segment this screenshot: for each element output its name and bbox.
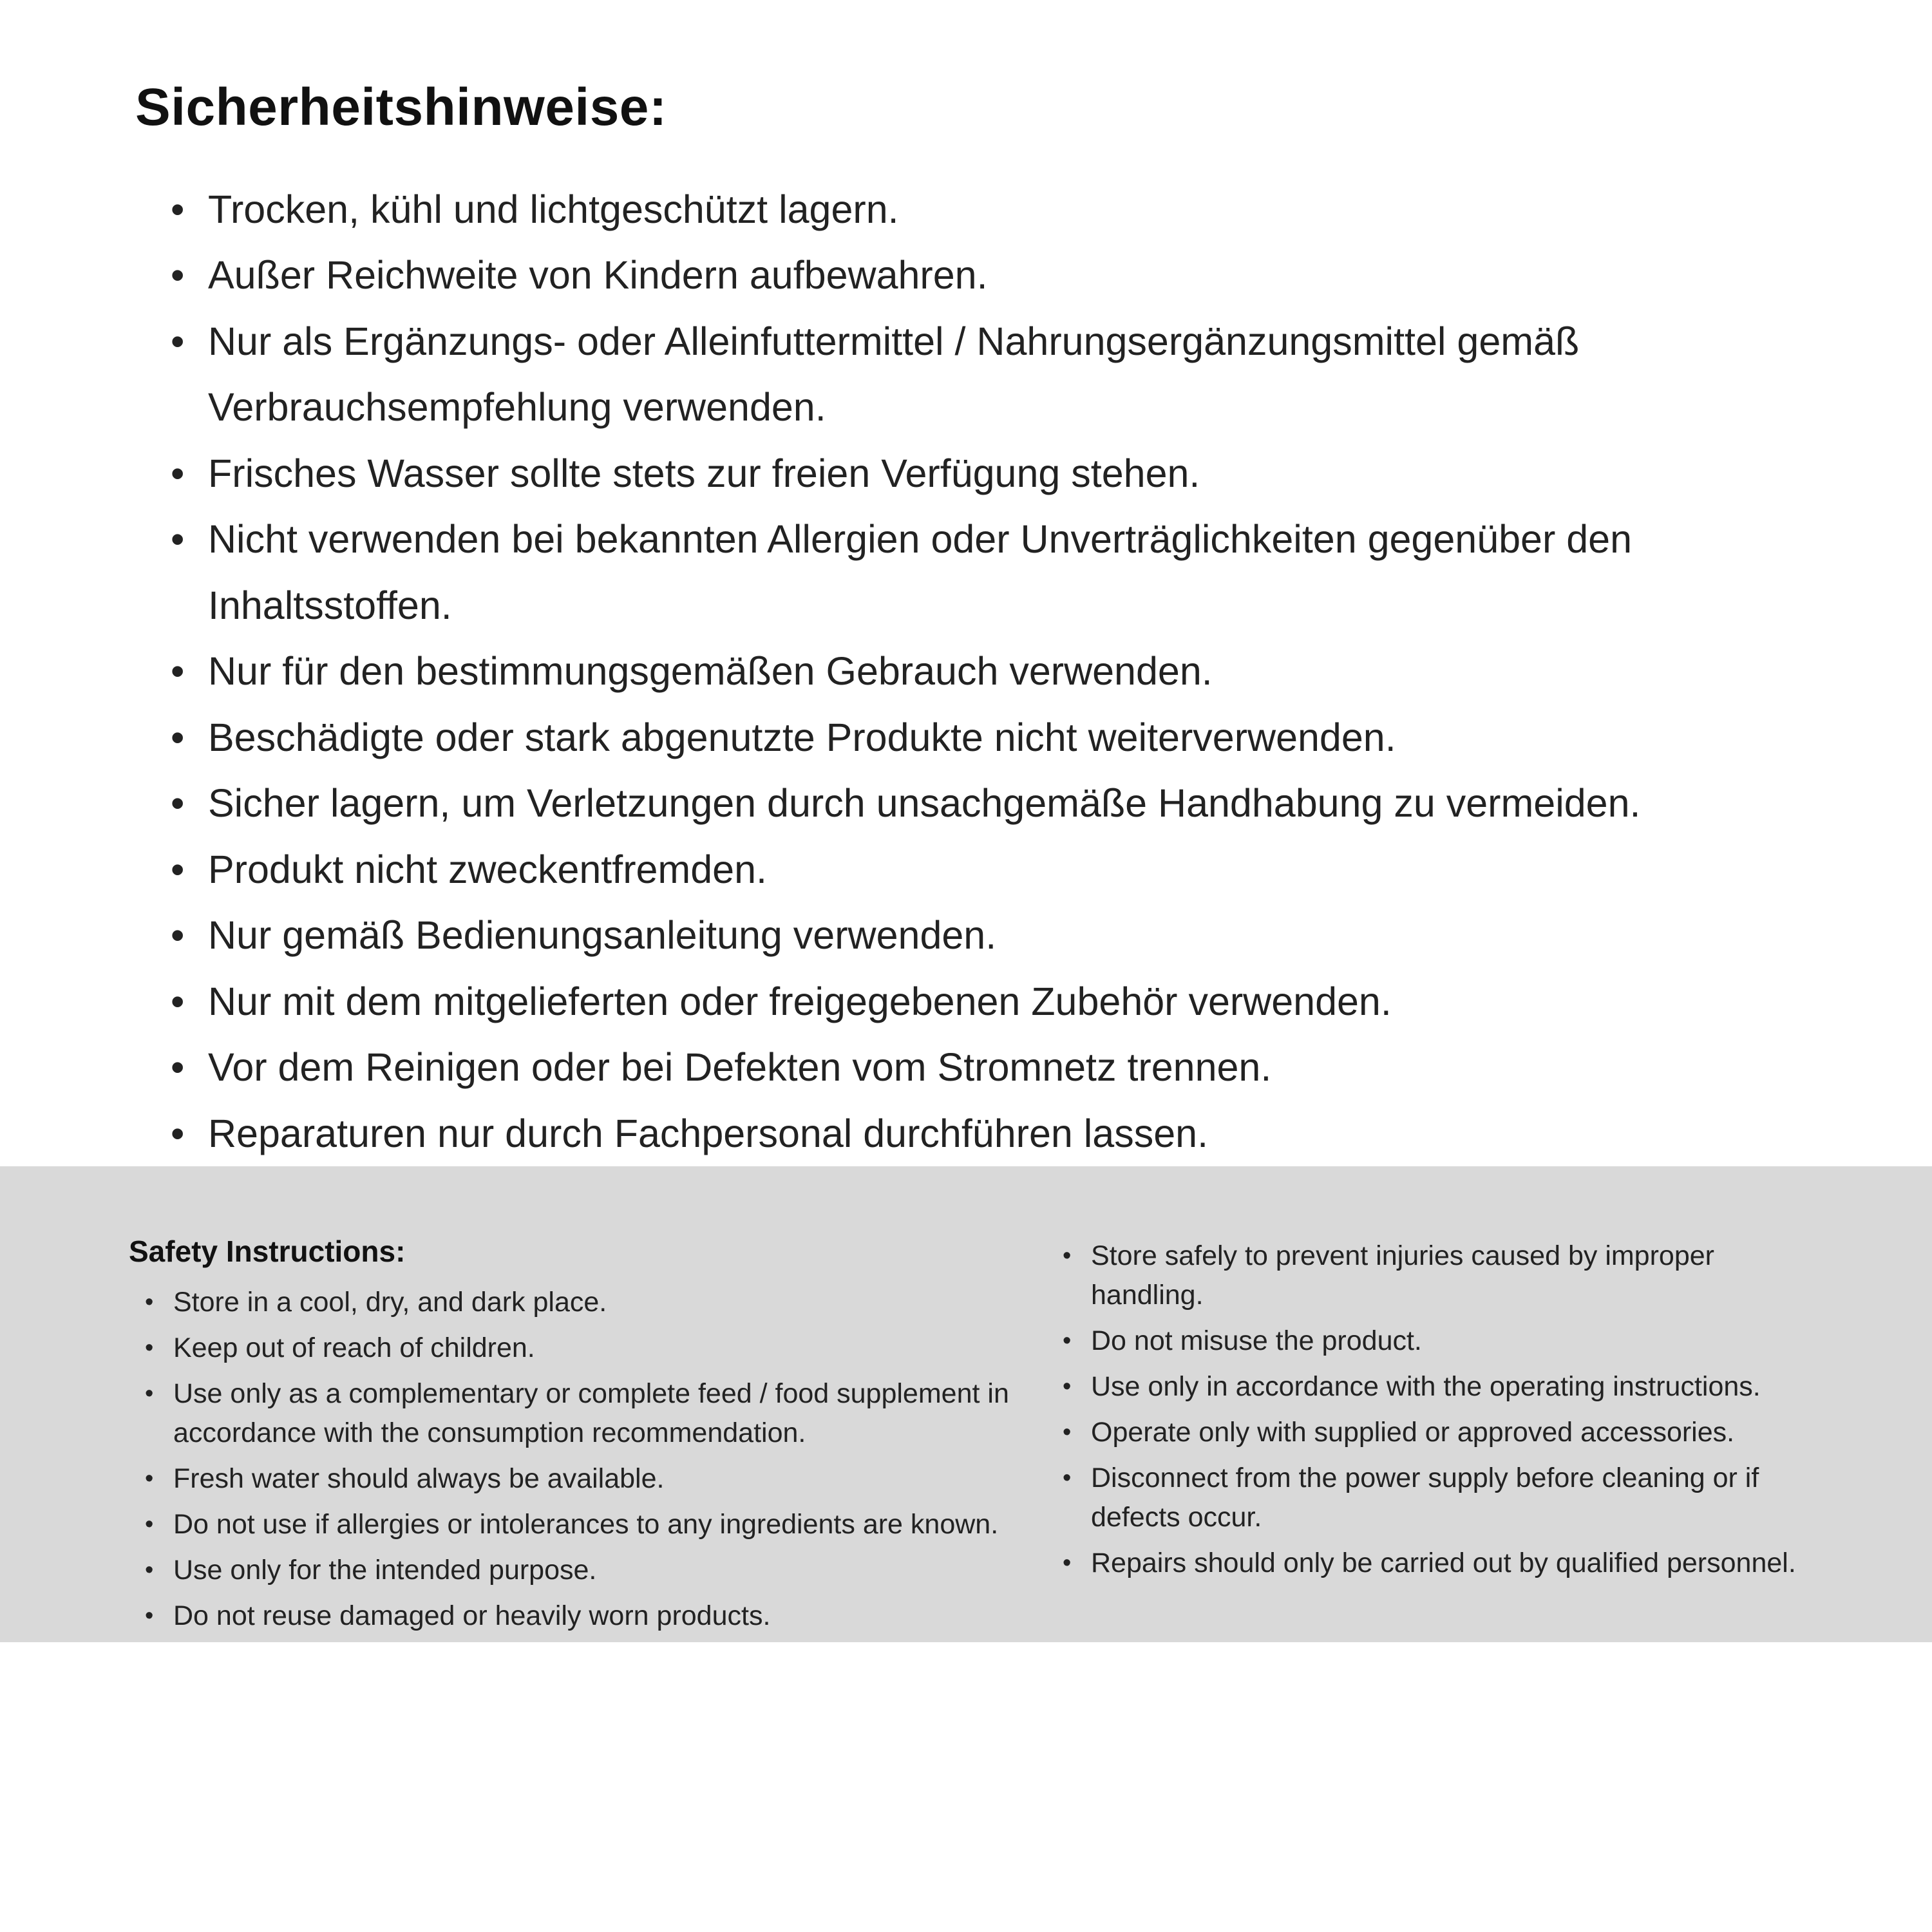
german-safety-item: • Außer Reichweite von Kindern aufbewahren. bbox=[171, 242, 1797, 308]
english-safety-item: • Use only in accordance with the operating instructions. bbox=[1063, 1367, 1810, 1406]
german-safety-item: • Nur als Ergänzungs- oder Alleinfuttermittel / Nahrungsergänzungsmittel gemäß Verbrauchsempfehlung verwenden. bbox=[171, 308, 1797, 440]
german-safety-item: • Beschädigte oder stark abgenutzte Produkte nicht weiterverwenden. bbox=[171, 705, 1797, 770]
english-safety-item: • Use only as a complementary or complete feed / food supplement in accordance with the consumption recommendation. bbox=[145, 1374, 1027, 1453]
english-safety-item: • Disconnect from the power supply before cleaning or if defects occur. bbox=[1063, 1459, 1810, 1537]
german-safety-item: • Vor dem Reinigen oder bei Defekten vom Stromnetz trennen. bbox=[171, 1034, 1797, 1100]
german-section-title: Sicherheitshinweise: bbox=[135, 78, 667, 137]
english-safety-section bbox=[0, 1166, 1932, 1642]
english-section-title: Safety Instructions: bbox=[129, 1235, 406, 1269]
english-safety-item: • Repairs should only be carried out by qualified personnel. bbox=[1063, 1544, 1810, 1583]
english-left-column bbox=[129, 1234, 1027, 1642]
german-safety-item: • Nur gemäß Bedienungsanleitung verwenden. bbox=[171, 902, 1797, 968]
english-safety-item: • Store in a cool, dry, and dark place. bbox=[145, 1283, 1027, 1322]
english-safety-item: • Keep out of reach of children. bbox=[145, 1329, 1027, 1368]
english-right-column bbox=[1063, 1234, 1810, 1589]
english-safety-item: • Use only for the intended purpose. bbox=[145, 1551, 1027, 1590]
german-safety-item: • Trocken, kühl und lichtgeschützt lagern. bbox=[171, 176, 1797, 242]
english-safety-item: • Store safely to prevent injuries caused by improper handling. bbox=[1063, 1236, 1810, 1315]
german-safety-item: • Sicher lagern, um Verletzungen durch unsachgemäße Handhabung zu vermeiden. bbox=[171, 770, 1797, 836]
german-safety-item: • Reparaturen nur durch Fachpersonal durchführen lassen. bbox=[171, 1101, 1797, 1166]
german-safety-item: • Frisches Wasser sollte stets zur freien Verfügung stehen. bbox=[171, 440, 1797, 506]
german-safety-item: • Nicht verwenden bei bekannten Allergien oder Unverträglichkeiten gegenüber den Inhaltsstoffen. bbox=[171, 506, 1797, 638]
german-safety-list bbox=[135, 176, 1797, 1166]
german-safety-item: • Produkt nicht zweckentfremden. bbox=[171, 837, 1797, 902]
german-safety-item: • Nur mit dem mitgelieferten oder freigegebenen Zubehör verwenden. bbox=[171, 969, 1797, 1034]
english-safety-list-left bbox=[129, 1283, 1027, 1636]
english-safety-item: • Do not misuse the product. bbox=[1063, 1321, 1810, 1361]
english-safety-item: • Do not use if allergies or intolerances to any ingredients are known. bbox=[145, 1505, 1027, 1544]
english-safety-item: • Do not reuse damaged or heavily worn products. bbox=[145, 1596, 1027, 1636]
english-safety-list-right bbox=[1063, 1236, 1810, 1583]
english-safety-item: • Operate only with supplied or approved accessories. bbox=[1063, 1413, 1810, 1452]
german-safety-item: • Nur für den bestimmungsgemäßen Gebrauch verwenden. bbox=[171, 638, 1797, 704]
english-safety-item: • Fresh water should always be available. bbox=[145, 1459, 1027, 1499]
